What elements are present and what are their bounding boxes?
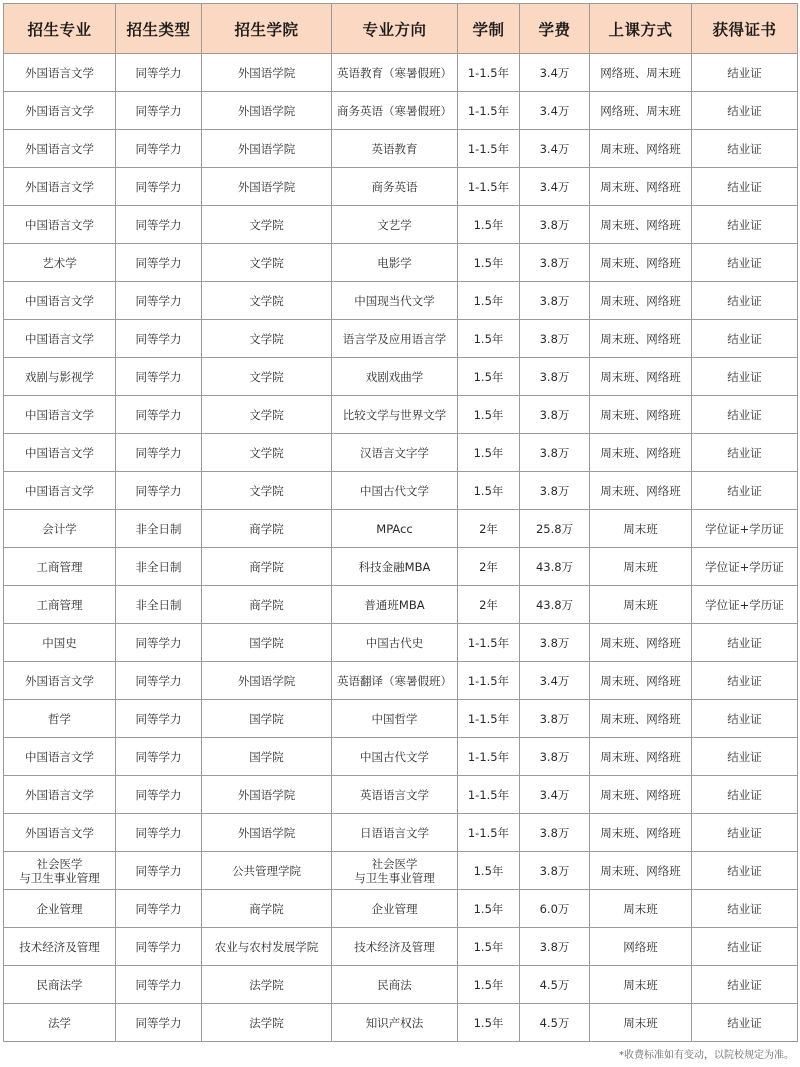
cell-enroll-type: 同等学力 — [116, 282, 202, 320]
table-row — [4, 472, 798, 510]
cell-direction: 中国哲学 — [332, 700, 458, 738]
cell-class-mode: 网络班、周末班 — [590, 92, 692, 130]
cell-tuition: 3.8万 — [520, 206, 590, 244]
cell-major: 外国语言文学 — [4, 54, 116, 92]
cell-college: 公共管理学院 — [202, 852, 332, 890]
cell-class-mode: 周末班、网络班 — [590, 776, 692, 814]
cell-major: 民商法学 — [4, 966, 116, 1004]
cell-duration: 1-1.5年 — [458, 662, 520, 700]
cell-certificate: 结业证 — [692, 966, 798, 1004]
cell-direction: 文艺学 — [332, 206, 458, 244]
cell-class-mode: 周末班、网络班 — [590, 624, 692, 662]
cell-duration: 1.5年 — [458, 320, 520, 358]
cell-college: 商学院 — [202, 586, 332, 624]
cell-major: 中国语言文学 — [4, 472, 116, 510]
cell-direction: 社会医学 与卫生事业管理 — [332, 852, 458, 890]
header-direction: 专业方向 — [332, 4, 458, 54]
cell-class-mode: 周末班、网络班 — [590, 358, 692, 396]
cell-college: 国学院 — [202, 624, 332, 662]
cell-enroll-type: 同等学力 — [116, 130, 202, 168]
cell-direction: 中国现当代文学 — [332, 282, 458, 320]
cell-college: 文学院 — [202, 472, 332, 510]
cell-class-mode: 网络班、周末班 — [590, 54, 692, 92]
cell-enroll-type: 同等学力 — [116, 54, 202, 92]
cell-class-mode: 周末班、网络班 — [590, 282, 692, 320]
cell-class-mode: 周末班、网络班 — [590, 700, 692, 738]
cell-direction: 商务英语 — [332, 168, 458, 206]
cell-duration: 1.5年 — [458, 244, 520, 282]
cell-enroll-type: 同等学力 — [116, 396, 202, 434]
cell-duration: 1-1.5年 — [458, 624, 520, 662]
cell-direction: 中国古代文学 — [332, 738, 458, 776]
cell-college: 文学院 — [202, 320, 332, 358]
cell-certificate: 结业证 — [692, 282, 798, 320]
cell-college: 文学院 — [202, 434, 332, 472]
cell-college: 文学院 — [202, 358, 332, 396]
cell-tuition: 3.8万 — [520, 282, 590, 320]
cell-college: 外国语学院 — [202, 92, 332, 130]
cell-major: 企业管理 — [4, 890, 116, 928]
cell-enroll-type: 同等学力 — [116, 434, 202, 472]
cell-certificate: 结业证 — [692, 320, 798, 358]
cell-direction: 电影学 — [332, 244, 458, 282]
cell-tuition: 3.8万 — [520, 928, 590, 966]
cell-certificate: 学位证+学历证 — [692, 510, 798, 548]
cell-tuition: 4.5万 — [520, 966, 590, 1004]
cell-duration: 1.5年 — [458, 966, 520, 1004]
cell-direction: 企业管理 — [332, 890, 458, 928]
cell-major: 社会医学 与卫生事业管理 — [4, 852, 116, 890]
cell-tuition: 3.8万 — [520, 624, 590, 662]
cell-certificate: 结业证 — [692, 130, 798, 168]
cell-major: 工商管理 — [4, 586, 116, 624]
cell-direction: 比较文学与世界文学 — [332, 396, 458, 434]
cell-enroll-type: 同等学力 — [116, 890, 202, 928]
cell-major: 中国语言文学 — [4, 396, 116, 434]
cell-college: 文学院 — [202, 206, 332, 244]
header-tuition: 学费 — [520, 4, 590, 54]
table-row — [4, 244, 798, 282]
cell-tuition: 3.8万 — [520, 396, 590, 434]
cell-certificate: 结业证 — [692, 396, 798, 434]
table-row — [4, 928, 798, 966]
cell-duration: 1.5年 — [458, 206, 520, 244]
cell-tuition: 3.4万 — [520, 168, 590, 206]
table-row — [4, 776, 798, 814]
cell-certificate: 结业证 — [692, 92, 798, 130]
cell-certificate: 结业证 — [692, 852, 798, 890]
cell-certificate: 结业证 — [692, 1004, 798, 1042]
cell-enroll-type: 同等学力 — [116, 814, 202, 852]
cell-tuition: 3.8万 — [520, 738, 590, 776]
table-row — [4, 624, 798, 662]
header-major: 招生专业 — [4, 4, 116, 54]
cell-class-mode: 周末班、网络班 — [590, 472, 692, 510]
table-row — [4, 320, 798, 358]
cell-duration: 1.5年 — [458, 1004, 520, 1042]
cell-tuition: 3.4万 — [520, 92, 590, 130]
cell-college: 法学院 — [202, 1004, 332, 1042]
cell-class-mode: 周末班 — [590, 510, 692, 548]
cell-class-mode: 周末班、网络班 — [590, 662, 692, 700]
cell-direction: 英语教育 — [332, 130, 458, 168]
cell-class-mode: 周末班 — [590, 548, 692, 586]
cell-enroll-type: 同等学力 — [116, 244, 202, 282]
header-class-mode: 上课方式 — [590, 4, 692, 54]
cell-major: 戏剧与影视学 — [4, 358, 116, 396]
cell-class-mode: 周末班、网络班 — [590, 206, 692, 244]
table-row — [4, 206, 798, 244]
cell-major: 技术经济及管理 — [4, 928, 116, 966]
cell-enroll-type: 同等学力 — [116, 966, 202, 1004]
cell-class-mode: 周末班、网络班 — [590, 814, 692, 852]
cell-enroll-type: 同等学力 — [116, 776, 202, 814]
table-row — [4, 130, 798, 168]
header-college: 招生学院 — [202, 4, 332, 54]
cell-enroll-type: 同等学力 — [116, 852, 202, 890]
cell-duration: 1.5年 — [458, 472, 520, 510]
cell-major: 外国语言文学 — [4, 662, 116, 700]
cell-college: 外国语学院 — [202, 662, 332, 700]
cell-class-mode: 周末班、网络班 — [590, 168, 692, 206]
cell-enroll-type: 同等学力 — [116, 738, 202, 776]
cell-enroll-type: 同等学力 — [116, 358, 202, 396]
cell-enroll-type: 非全日制 — [116, 510, 202, 548]
cell-certificate: 结业证 — [692, 434, 798, 472]
cell-college: 文学院 — [202, 244, 332, 282]
table-row — [4, 1004, 798, 1042]
cell-college: 商学院 — [202, 890, 332, 928]
cell-certificate: 结业证 — [692, 244, 798, 282]
cell-certificate: 结业证 — [692, 54, 798, 92]
cell-major: 中国语言文学 — [4, 738, 116, 776]
cell-enroll-type: 非全日制 — [116, 548, 202, 586]
cell-direction: 知识产权法 — [332, 1004, 458, 1042]
table-row — [4, 434, 798, 472]
cell-tuition: 3.8万 — [520, 472, 590, 510]
cell-direction: 汉语言文字学 — [332, 434, 458, 472]
cell-class-mode: 周末班 — [590, 966, 692, 1004]
cell-tuition: 3.8万 — [520, 700, 590, 738]
cell-major: 外国语言文学 — [4, 130, 116, 168]
cell-enroll-type: 非全日制 — [116, 586, 202, 624]
cell-major: 中国史 — [4, 624, 116, 662]
cell-tuition: 4.5万 — [520, 1004, 590, 1042]
cell-class-mode: 周末班、网络班 — [590, 130, 692, 168]
cell-direction: 中国古代文学 — [332, 472, 458, 510]
cell-certificate: 结业证 — [692, 738, 798, 776]
table-row — [4, 890, 798, 928]
cell-certificate: 结业证 — [692, 662, 798, 700]
cell-college: 农业与农村发展学院 — [202, 928, 332, 966]
cell-college: 外国语学院 — [202, 130, 332, 168]
cell-class-mode: 网络班 — [590, 928, 692, 966]
cell-class-mode: 周末班、网络班 — [590, 320, 692, 358]
cell-class-mode: 周末班 — [590, 586, 692, 624]
cell-enroll-type: 同等学力 — [116, 92, 202, 130]
table-row — [4, 168, 798, 206]
enrollment-table — [3, 3, 798, 1042]
cell-major: 哲学 — [4, 700, 116, 738]
cell-class-mode: 周末班、网络班 — [590, 738, 692, 776]
cell-enroll-type: 同等学力 — [116, 168, 202, 206]
cell-enroll-type: 同等学力 — [116, 472, 202, 510]
cell-major: 中国语言文学 — [4, 320, 116, 358]
cell-tuition: 3.8万 — [520, 358, 590, 396]
cell-direction: 英语教育（寒暑假班） — [332, 54, 458, 92]
cell-major: 外国语言文学 — [4, 168, 116, 206]
table-row — [4, 396, 798, 434]
table-row — [4, 586, 798, 624]
cell-certificate: 结业证 — [692, 814, 798, 852]
cell-tuition: 3.8万 — [520, 814, 590, 852]
cell-major: 会计学 — [4, 510, 116, 548]
cell-direction: 科技金融MBA — [332, 548, 458, 586]
cell-major: 艺术学 — [4, 244, 116, 282]
cell-certificate: 结业证 — [692, 776, 798, 814]
cell-major: 外国语言文学 — [4, 92, 116, 130]
table-row — [4, 92, 798, 130]
fee-footnote: *收费标准如有变动，以院校规定为准。 — [619, 1050, 794, 1061]
table-row — [4, 282, 798, 320]
cell-direction: 日语语言文学 — [332, 814, 458, 852]
cell-tuition: 3.4万 — [520, 662, 590, 700]
table-row — [4, 738, 798, 776]
cell-duration: 1.5年 — [458, 434, 520, 472]
cell-direction: 商务英语（寒暑假班） — [332, 92, 458, 130]
cell-major: 中国语言文学 — [4, 434, 116, 472]
header-duration: 学制 — [458, 4, 520, 54]
table-row — [4, 700, 798, 738]
cell-college: 国学院 — [202, 738, 332, 776]
cell-college: 国学院 — [202, 700, 332, 738]
table-row — [4, 358, 798, 396]
cell-direction: 中国古代史 — [332, 624, 458, 662]
cell-college: 外国语学院 — [202, 168, 332, 206]
cell-certificate: 结业证 — [692, 624, 798, 662]
cell-certificate: 学位证+学历证 — [692, 586, 798, 624]
cell-major: 外国语言文学 — [4, 814, 116, 852]
cell-college: 法学院 — [202, 966, 332, 1004]
table-row — [4, 54, 798, 92]
cell-duration: 1-1.5年 — [458, 130, 520, 168]
cell-enroll-type: 同等学力 — [116, 206, 202, 244]
cell-direction: MPAcc — [332, 510, 458, 548]
cell-direction: 英语翻译（寒暑假班） — [332, 662, 458, 700]
cell-class-mode: 周末班、网络班 — [590, 244, 692, 282]
cell-college: 外国语学院 — [202, 776, 332, 814]
cell-college: 商学院 — [202, 510, 332, 548]
cell-college: 商学院 — [202, 548, 332, 586]
cell-college: 外国语学院 — [202, 814, 332, 852]
cell-direction: 戏剧戏曲学 — [332, 358, 458, 396]
table-row — [4, 548, 798, 586]
cell-tuition: 25.8万 — [520, 510, 590, 548]
cell-tuition: 3.4万 — [520, 130, 590, 168]
cell-class-mode: 周末班 — [590, 1004, 692, 1042]
cell-enroll-type: 同等学力 — [116, 928, 202, 966]
cell-tuition: 43.8万 — [520, 548, 590, 586]
cell-duration: 1-1.5年 — [458, 738, 520, 776]
cell-major: 中国语言文学 — [4, 282, 116, 320]
cell-tuition: 6.0万 — [520, 890, 590, 928]
cell-duration: 2年 — [458, 510, 520, 548]
cell-certificate: 结业证 — [692, 700, 798, 738]
header-certificate: 获得证书 — [692, 4, 798, 54]
cell-enroll-type: 同等学力 — [116, 320, 202, 358]
cell-duration: 1-1.5年 — [458, 700, 520, 738]
cell-duration: 1-1.5年 — [458, 814, 520, 852]
cell-major: 工商管理 — [4, 548, 116, 586]
cell-certificate: 学位证+学历证 — [692, 548, 798, 586]
table-row — [4, 510, 798, 548]
cell-direction: 普通班MBA — [332, 586, 458, 624]
header-enroll-type: 招生类型 — [116, 4, 202, 54]
cell-duration: 2年 — [458, 548, 520, 586]
table-body — [4, 54, 798, 1042]
cell-duration: 1.5年 — [458, 852, 520, 890]
cell-direction: 语言学及应用语言学 — [332, 320, 458, 358]
cell-tuition: 3.8万 — [520, 320, 590, 358]
cell-direction: 英语语言文学 — [332, 776, 458, 814]
cell-enroll-type: 同等学力 — [116, 624, 202, 662]
cell-class-mode: 周末班 — [590, 890, 692, 928]
cell-tuition: 3.4万 — [520, 54, 590, 92]
cell-certificate: 结业证 — [692, 472, 798, 510]
cell-enroll-type: 同等学力 — [116, 1004, 202, 1042]
cell-college: 文学院 — [202, 282, 332, 320]
cell-direction: 民商法 — [332, 966, 458, 1004]
cell-duration: 1-1.5年 — [458, 92, 520, 130]
cell-duration: 1-1.5年 — [458, 776, 520, 814]
cell-major: 法学 — [4, 1004, 116, 1042]
cell-duration: 1.5年 — [458, 928, 520, 966]
cell-tuition: 43.8万 — [520, 586, 590, 624]
cell-class-mode: 周末班、网络班 — [590, 434, 692, 472]
cell-college: 文学院 — [202, 396, 332, 434]
cell-tuition: 3.4万 — [520, 776, 590, 814]
cell-major: 外国语言文学 — [4, 776, 116, 814]
table-row — [4, 814, 798, 852]
cell-duration: 1.5年 — [458, 890, 520, 928]
cell-enroll-type: 同等学力 — [116, 700, 202, 738]
cell-tuition: 3.8万 — [520, 852, 590, 890]
cell-direction: 技术经济及管理 — [332, 928, 458, 966]
cell-duration: 2年 — [458, 586, 520, 624]
cell-certificate: 结业证 — [692, 168, 798, 206]
cell-college: 外国语学院 — [202, 54, 332, 92]
cell-tuition: 3.8万 — [520, 244, 590, 282]
enrollment-sheet — [3, 3, 797, 1042]
cell-certificate: 结业证 — [692, 928, 798, 966]
cell-duration: 1-1.5年 — [458, 54, 520, 92]
cell-duration: 1-1.5年 — [458, 168, 520, 206]
cell-class-mode: 周末班、网络班 — [590, 396, 692, 434]
cell-major: 中国语言文学 — [4, 206, 116, 244]
cell-duration: 1.5年 — [458, 358, 520, 396]
cell-certificate: 结业证 — [692, 890, 798, 928]
table-row — [4, 662, 798, 700]
cell-duration: 1.5年 — [458, 282, 520, 320]
cell-class-mode: 周末班、网络班 — [590, 852, 692, 890]
table-row — [4, 966, 798, 1004]
cell-certificate: 结业证 — [692, 206, 798, 244]
table-row — [4, 852, 798, 890]
table-header-row — [4, 4, 798, 54]
cell-certificate: 结业证 — [692, 358, 798, 396]
cell-duration: 1.5年 — [458, 396, 520, 434]
cell-tuition: 3.8万 — [520, 434, 590, 472]
cell-enroll-type: 同等学力 — [116, 662, 202, 700]
